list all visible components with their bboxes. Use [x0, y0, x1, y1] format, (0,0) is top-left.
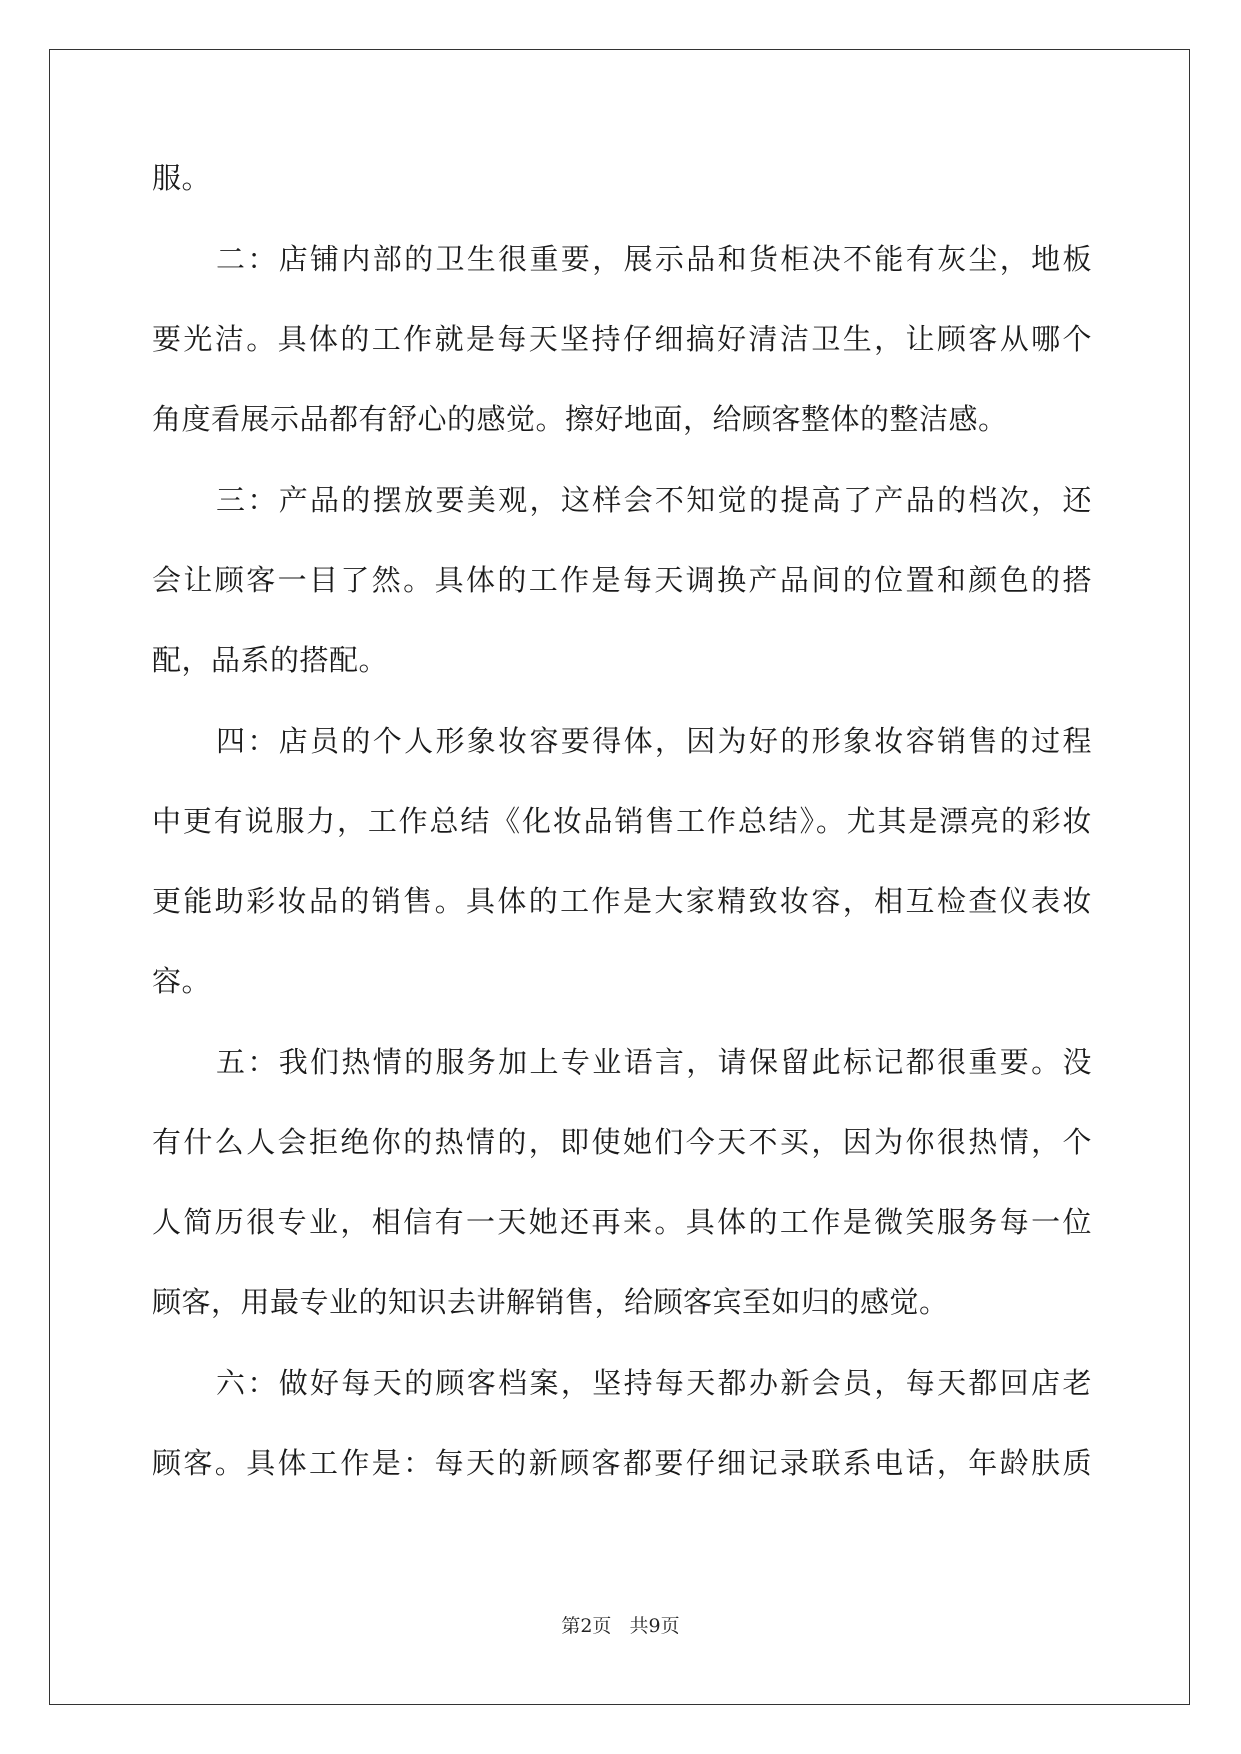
text-line: 三：产品的摆放要美观，这样会不知觉的提高了产品的档次，还: [216, 483, 1092, 517]
text-line: 配，品系的搭配。: [152, 643, 389, 677]
text-line: 更能助彩妆品的销售。具体的工作是大家精致妆容，相互检查仪表妆: [152, 884, 1092, 918]
text-line: 会让顾客一目了然。具体的工作是每天调换产品间的位置和颜色的搭: [152, 563, 1092, 597]
text-line: 二：店铺内部的卫生很重要，展示品和货柜决不能有灰尘，地板: [216, 242, 1092, 276]
text-line: 中更有说服力，工作总结《化妆品销售工作总结》。尤其是漂亮的彩妆: [152, 804, 1092, 838]
text-line: 角度看展示品都有舒心的感觉。擦好地面，给顾客整体的整洁感。: [152, 402, 1008, 436]
text-line: 有什么人会拒绝你的热情的，即使她们今天不买，因为你很热情，个: [152, 1125, 1092, 1159]
text-line: 五：我们热情的服务加上专业语言，请保留此标记都很重要。没: [216, 1045, 1092, 1079]
text-line: 四：店员的个人形象妆容要得体，因为好的形象妆容销售的过程: [216, 724, 1092, 758]
text-line: 六：做好每天的顾客档案，坚持每天都办新会员，每天都回店老: [216, 1366, 1092, 1400]
text-line: 容。: [152, 964, 212, 998]
text-line: 顾客。具体工作是：每天的新顾客都要仔细记录联系电话，年龄肤质: [152, 1446, 1092, 1480]
text-line: 服。: [152, 161, 212, 195]
text-line: 顾客，用最专业的知识去讲解销售，给顾客宾至如归的感觉。: [152, 1285, 949, 1319]
text-line: 人简历很专业，相信有一天她还再来。具体的工作是微笑服务每一位: [152, 1205, 1092, 1239]
page-footer: 第2页 共9页: [561, 1615, 680, 1637]
text-line: 要光洁。具体的工作就是每天坚持仔细搞好清洁卫生，让顾客从哪个: [152, 322, 1092, 356]
